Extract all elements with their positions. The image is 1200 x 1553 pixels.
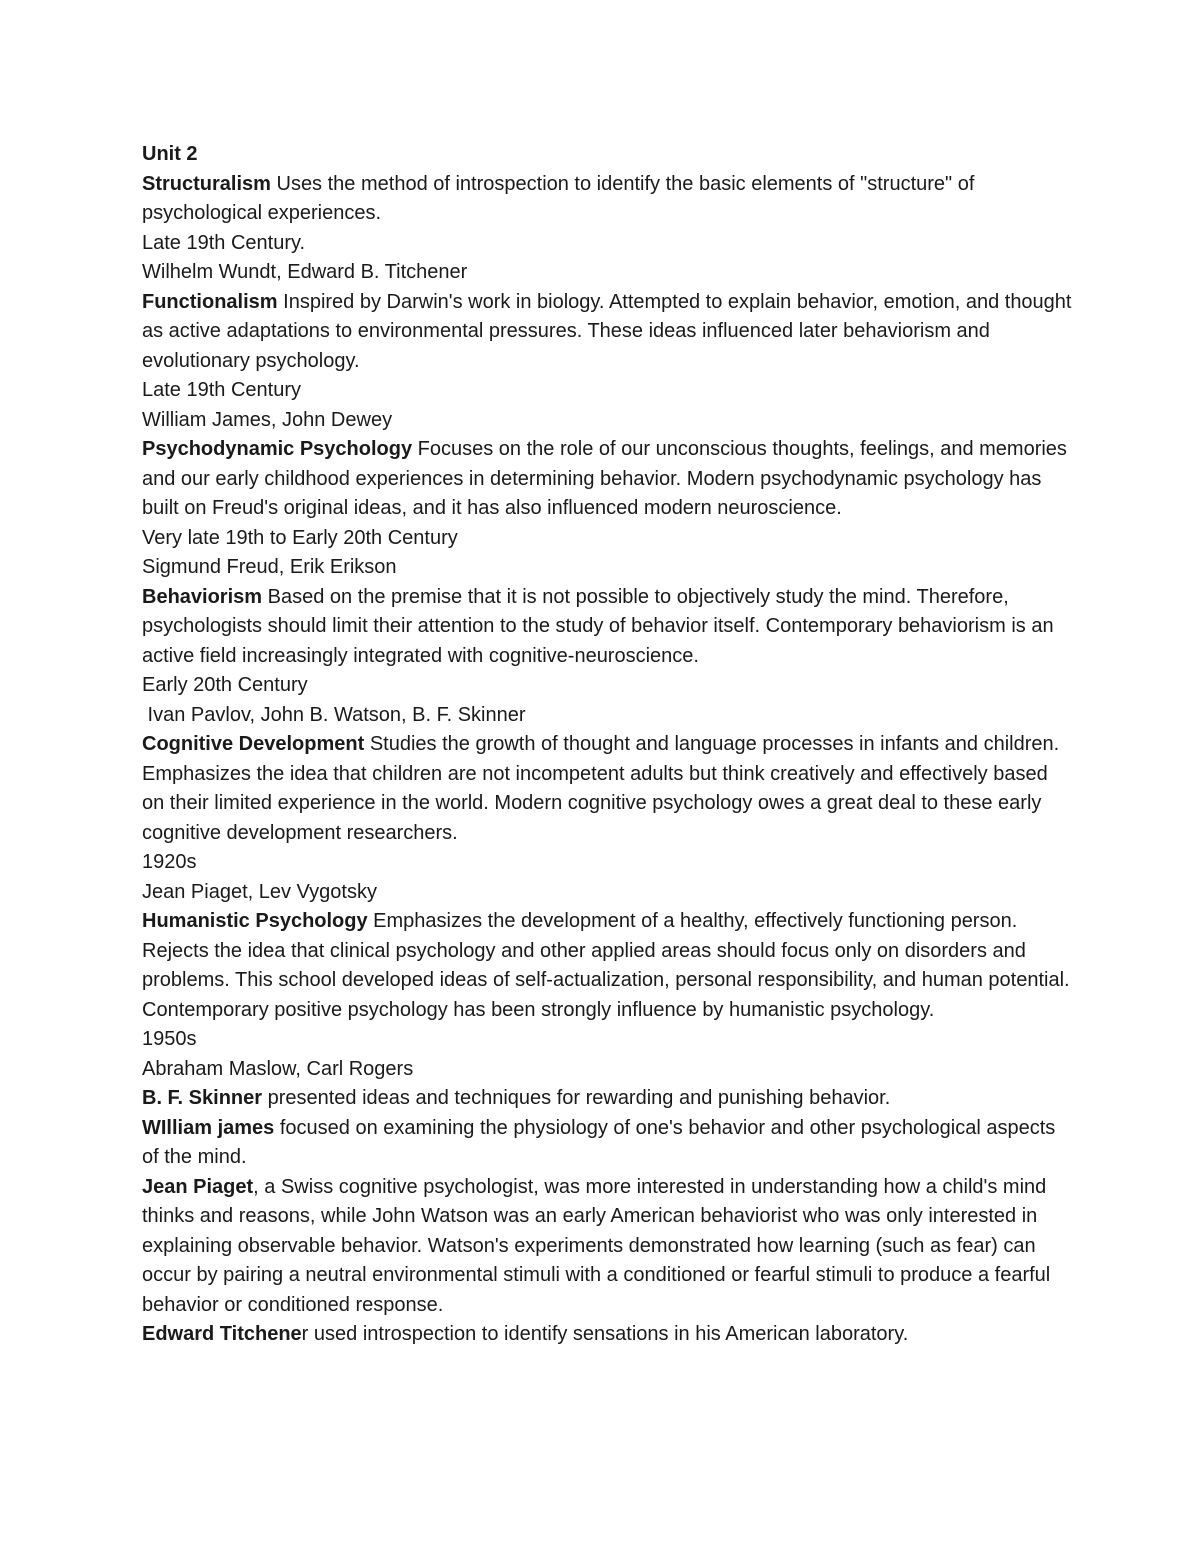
- unit-heading: Unit 2: [142, 143, 198, 165]
- term-humanistic: Humanistic Psychology: [142, 910, 368, 932]
- description-cognitive-development: Studies the growth of thought and language processes in infants and children. Emphasizes the idea that children are not incompetent adults but think creatively and effectively based on their limited experience in the world. Modern cognitive psychology owes a great deal to these early cognitive development researchers.: [142, 733, 1060, 844]
- period-psychodynamic: Very late 19th to Early 20th Century: [142, 526, 458, 549]
- people-humanistic: Abraham Maslow, Carl Rogers: [142, 1057, 414, 1080]
- description-psychodynamic: Focuses on the role of our unconscious thoughts, feelings, and memories and our early childhood experiences in determining behavior. Modern psychodynamic psychology has built on Freud's original ideas, and it has also influenced modern neuroscience.: [142, 438, 1067, 519]
- note-text-titchener: r used introspection to identify sensations in his American laboratory.: [301, 1323, 909, 1345]
- note-name-james: WIlliam james: [142, 1116, 275, 1139]
- section-cognitive-development: [142, 730, 1072, 848]
- period-structuralism: Late 19th Century.: [142, 231, 306, 254]
- term-psychodynamic: Psychodynamic Psychology: [142, 438, 413, 460]
- description-behaviorism: Based on the premise that it is not possible to objectively study the mind. Therefore, psychologists should limit their attention to the study of behavior itself. Contemporary behaviorism is an active field increasingly integrated with cognitive-neuroscience.: [142, 585, 1054, 667]
- note-piaget: [142, 1173, 1072, 1321]
- document-body: [142, 140, 1072, 1350]
- note-text-piaget: , a Swiss cognitive psychologist, was more interested in understanding how a child's mind thinks and reasons, while John Watson was an early American behaviorist who was only interested in explaining observable behavior. Watson's experiments demonstrated how learning (such as fear) can occur by pairing a neutral environmental stimuli with a conditioned or fearful stimuli to produce a fearful behavior or conditioned response.: [142, 1175, 1051, 1316]
- section-humanistic: [142, 907, 1072, 1025]
- note-name-skinner: B. F. Skinner: [142, 1087, 263, 1109]
- description-humanistic: Emphasizes the development of a healthy, effectively functioning person. Rejects the idea that clinical psychology and other applied areas should focus only on disorders and problems. This school developed ideas of self-actualization, personal responsibility, and human potential. Contemporary positive psychology has been strongly influence by humanistic psychology.: [142, 910, 1070, 1021]
- note-name-titchener: Edward Titchene: [142, 1323, 302, 1345]
- people-functionalism: William James, John Dewey: [142, 408, 393, 431]
- section-functionalism: [142, 288, 1072, 377]
- section-structuralism: [142, 170, 1072, 229]
- people-structuralism: Wilhelm Wundt, Edward B. Titchener: [142, 261, 468, 283]
- people-behaviorism: Ivan Pavlov, John B. Watson, B. F. Skinner: [142, 703, 526, 726]
- term-functionalism: Functionalism: [142, 290, 278, 313]
- note-name-piaget: Jean Piaget: [142, 1175, 254, 1198]
- people-psychodynamic: Sigmund Freud, Erik Erikson: [142, 556, 397, 578]
- note-skinner: [142, 1084, 1072, 1114]
- description-structuralism: Uses the method of introspection to identify the basic elements of "structure" of psychological experiences.: [142, 172, 975, 224]
- section-behaviorism: [142, 583, 1072, 672]
- note-titchener: [142, 1320, 1072, 1350]
- period-functionalism: Late 19th Century: [142, 379, 301, 401]
- term-cognitive-development: Cognitive Development: [142, 733, 365, 755]
- people-cognitive-development: Jean Piaget, Lev Vygotsky: [142, 880, 377, 903]
- period-cognitive-development: 1920s: [142, 851, 197, 873]
- note-james: [142, 1114, 1072, 1173]
- term-behaviorism: Behaviorism: [142, 585, 263, 608]
- section-psychodynamic: [142, 435, 1072, 524]
- note-text-james: focused on examining the physiology of one's behavior and other psychological aspects of the mind.: [142, 1116, 1056, 1168]
- period-humanistic: 1950s: [142, 1028, 197, 1050]
- description-functionalism: Inspired by Darwin's work in biology. Attempted to explain behavior, emotion, and thought as active adaptations to environmental pressures. These ideas influenced later behaviorism and evolutionary psychology.: [142, 290, 1072, 372]
- note-text-skinner: presented ideas and techniques for rewarding and punishing behavior.: [262, 1087, 891, 1109]
- term-structuralism: Structuralism: [142, 172, 271, 195]
- period-behaviorism: Early 20th Century: [142, 674, 308, 696]
